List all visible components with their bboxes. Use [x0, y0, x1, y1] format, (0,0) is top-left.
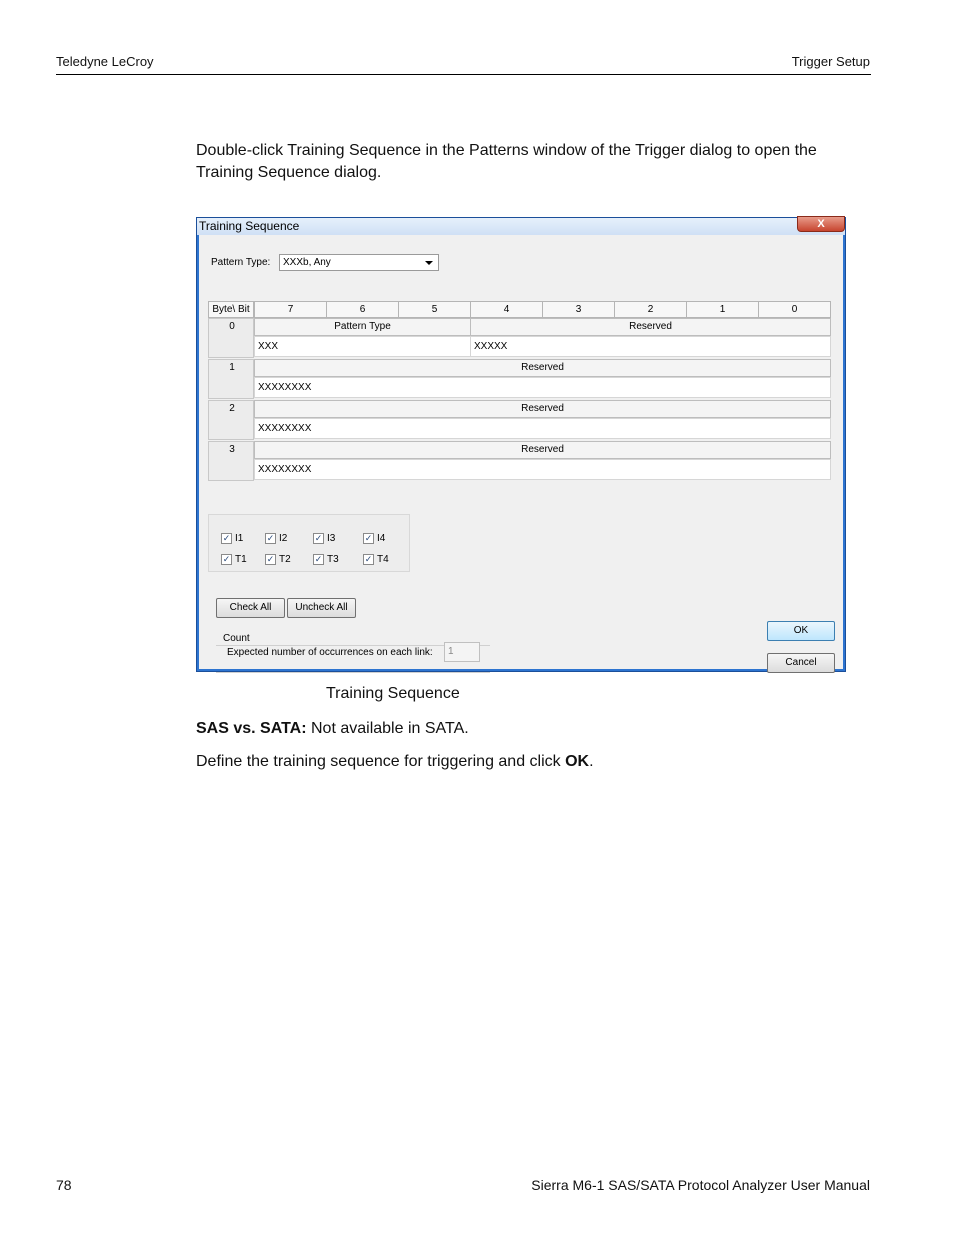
instruction-paragraph [196, 751, 594, 773]
byte-number: 2 [229, 403, 235, 414]
count-input[interactable]: 1 [444, 642, 480, 662]
byte-number: 3 [229, 444, 235, 455]
note-label: SAS vs. SATA: [196, 720, 307, 737]
pattern-type-dropdown[interactable] [279, 254, 439, 271]
bit-header-5: 5 [398, 301, 471, 318]
checkbox-label: I4 [377, 533, 386, 544]
bit-header-6: 6 [326, 301, 399, 318]
cancel-button[interactable]: Cancel [767, 653, 835, 673]
figure-caption: Training Sequence [326, 685, 460, 702]
checkbox-label: I2 [279, 533, 288, 544]
dialog-title: Training Sequence [199, 219, 300, 233]
byte-row-1 [208, 359, 254, 399]
training-sequence-dialog [196, 217, 846, 672]
instruction-text: Define the training sequence for triggering and click [196, 753, 566, 770]
checkbox-t3[interactable]: ✓ [314, 554, 323, 564]
reserved-field-value[interactable]: XXXXXXXX [254, 418, 831, 439]
dialog-titlebar [197, 218, 845, 235]
count-legend: Count [223, 633, 250, 644]
checkbox-label: T2 [279, 554, 291, 565]
reserved-field-value[interactable]: XXXXXXXX [254, 459, 831, 480]
intro-line-1: Double-click Training Sequence in the Patterns window of the Trigger dialog to open the [196, 142, 817, 159]
checkbox-t2[interactable]: ✓ [266, 554, 275, 564]
instruction-end: . [589, 753, 594, 770]
checkbox-t1[interactable]: ✓ [222, 554, 231, 564]
bit-header-2: 2 [614, 301, 687, 318]
checkbox-i2[interactable]: ✓ [266, 533, 275, 543]
dialog-body [199, 235, 843, 669]
field-header-reserved: Reserved [254, 441, 831, 459]
grid-corner-header: Byte\ Bit [208, 301, 254, 318]
checkbox-i1[interactable]: ✓ [222, 533, 231, 543]
pattern-type-label: Pattern Type: [211, 257, 271, 268]
running-header-right: Trigger Setup [791, 54, 870, 69]
checkbox-t4[interactable]: ✓ [364, 554, 373, 564]
intro-line-2: Training Sequence dialog. [196, 164, 382, 181]
bit-header-3: 3 [542, 301, 615, 318]
header-rule [56, 74, 871, 75]
byte-row-2 [208, 400, 254, 440]
bit-header-0: 0 [758, 301, 831, 318]
bit-header-7: 7 [254, 301, 327, 318]
intro-paragraph [196, 140, 876, 184]
running-header-left: Teledyne LeCroy [56, 54, 154, 69]
reserved-field-value[interactable]: XXXXX [470, 336, 831, 357]
field-header-pattern-type: Pattern Type [254, 318, 471, 336]
count-label: Expected number of occurrences on each link: [227, 647, 433, 658]
chevron-down-icon [425, 261, 433, 265]
note-text: Not available in SATA. [306, 720, 469, 737]
checkbox-i3[interactable]: ✓ [314, 533, 323, 543]
link-checkbox-group [208, 514, 410, 572]
byte-number: 0 [229, 321, 235, 332]
byte-number: 1 [229, 362, 235, 373]
close-icon[interactable]: X [797, 216, 845, 232]
uncheck-all-button[interactable]: Uncheck All [287, 598, 356, 618]
checkbox-label: I1 [235, 533, 244, 544]
checkbox-i4[interactable]: ✓ [364, 533, 373, 543]
bit-header-1: 1 [686, 301, 759, 318]
checkbox-label: T1 [235, 554, 247, 565]
page-number: 78 [56, 1177, 72, 1193]
footer-title: Sierra M6-1 SAS/SATA Protocol Analyzer User Manual [531, 1177, 870, 1193]
byte-row-3 [208, 441, 254, 481]
field-header-reserved: Reserved [470, 318, 831, 336]
checkbox-label: T4 [377, 554, 389, 565]
byte-row-0 [208, 318, 254, 358]
checkbox-label: T3 [327, 554, 339, 565]
bit-header-4: 4 [470, 301, 543, 318]
pattern-type-value: XXXb, Any [283, 257, 331, 268]
ok-button[interactable]: OK [767, 621, 835, 641]
check-all-button[interactable]: Check All [216, 598, 285, 618]
field-header-reserved: Reserved [254, 359, 831, 377]
field-header-reserved: Reserved [254, 400, 831, 418]
checkbox-label: I3 [327, 533, 336, 544]
pattern-type-field-value[interactable]: XXX [254, 336, 471, 357]
sas-sata-note [196, 718, 469, 740]
instruction-ok: OK [565, 753, 590, 770]
reserved-field-value[interactable]: XXXXXXXX [254, 377, 831, 398]
